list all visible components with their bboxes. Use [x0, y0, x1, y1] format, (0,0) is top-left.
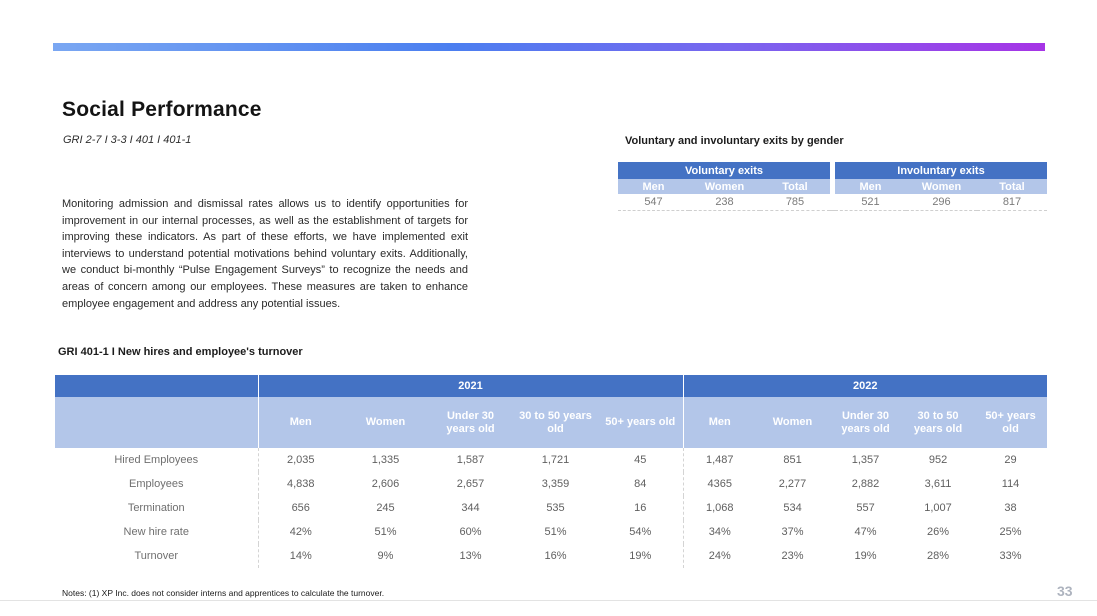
table-cell: 28%	[927, 550, 950, 562]
table-cell: 34%	[683, 520, 756, 544]
table-cell: 1,335	[371, 454, 400, 466]
table-cell: 42%	[258, 520, 343, 544]
table-cell: 26%	[927, 526, 950, 538]
table-cell: 817	[977, 194, 1047, 211]
table-cell: 535	[546, 502, 565, 514]
table-cell: 2,657	[456, 478, 485, 490]
year-2022-header: 2022	[683, 375, 1047, 397]
year-2021-header: 2021	[258, 375, 683, 397]
footer-divider	[0, 600, 1097, 601]
table-cell: 2,035	[258, 448, 343, 472]
column-header: Men	[258, 397, 343, 448]
table-cell: 851	[783, 454, 802, 466]
exits-table-title: Voluntary and involuntary exits by gender	[625, 135, 844, 147]
row-label: Hired Employees	[114, 454, 199, 466]
table-cell: 296	[906, 194, 977, 211]
table-cell: 24%	[683, 544, 756, 568]
table-row	[55, 496, 1047, 520]
row-label: Termination	[127, 502, 185, 514]
table-cell: 785	[760, 194, 830, 211]
table-cell: 19%	[854, 550, 877, 562]
table-cell: 4,838	[258, 472, 343, 496]
table-cell: 521	[835, 194, 906, 211]
voluntary-exits-header: Voluntary exits	[618, 162, 830, 179]
gri-reference-tags: GRI 2-7 I 3-3 I 401 I 401-1	[63, 134, 192, 146]
column-header: Men	[835, 179, 906, 194]
column-header: 50+ years old	[598, 397, 683, 448]
column-header-row	[55, 397, 1047, 448]
table-cell: 25%	[999, 526, 1022, 538]
accent-gradient-bar	[53, 43, 1045, 51]
table-cell: 51%	[544, 526, 567, 538]
involuntary-exits-header: Involuntary exits	[835, 162, 1047, 179]
table-cell: 952	[928, 454, 948, 466]
table-cell: 23%	[781, 550, 804, 562]
table-cell: 19%	[629, 550, 652, 562]
table-cell: 2,882	[851, 478, 880, 490]
table-cell: 114	[1001, 478, 1020, 490]
page-title: Social Performance	[62, 98, 262, 121]
row-label: New hire rate	[123, 526, 189, 538]
column-header: 50+ years old	[974, 397, 1047, 448]
table-cell: 3,611	[924, 478, 952, 490]
table-row	[55, 472, 1047, 496]
table-cell: 656	[258, 496, 343, 520]
column-header: Under 30 years old	[829, 397, 902, 448]
corner-cell	[55, 375, 258, 397]
table-row	[55, 448, 1047, 472]
table-cell: 238	[689, 194, 760, 211]
table-cell: 33%	[999, 550, 1022, 562]
column-header: Men	[618, 179, 689, 194]
column-header: Women	[343, 397, 428, 448]
column-header: Total	[760, 179, 830, 194]
column-header: 30 to 50 years old	[902, 397, 974, 448]
table-cell: 1,007	[924, 502, 952, 514]
table-cell: 534	[783, 502, 802, 514]
column-header: Under 30 years old	[428, 397, 513, 448]
year-header-row	[55, 375, 1047, 397]
exits-values-row	[618, 194, 1047, 211]
table-cell: 4365	[683, 472, 756, 496]
table-cell: 51%	[374, 526, 397, 538]
table-cell: 13%	[459, 550, 482, 562]
footnotes: Notes: (1) XP Inc. does not consider interns and apprentices to calculate the turnover.	[62, 588, 385, 598]
table-cell: 1,068	[683, 496, 756, 520]
column-header: Women	[756, 397, 829, 448]
table-cell: 29	[1004, 454, 1017, 466]
table-cell: 60%	[459, 526, 482, 538]
table-row	[55, 544, 1047, 568]
page-number: 33	[1057, 583, 1073, 599]
column-header: Total	[977, 179, 1047, 194]
table-cell: 2,606	[371, 478, 400, 490]
turnover-table-title: GRI 401-1 I New hires and employee's turnover	[58, 346, 303, 358]
table-cell: 1,587	[456, 454, 485, 466]
table-cell: 245	[376, 502, 395, 514]
intro-paragraph: Monitoring admission and dismissal rates allows us to identify opportunities for improvement in our internal processes, as well as the establishment of targets for improving these indicators. As part of these efforts, we have implemented exit interviews to understand potential motivations behind voluntary exits. Additionally, we conduct bi-monthly “Pulse Engagement Surveys” to recognize the needs and areas of concern among our employees. These measures are taken to enhance employee engagement and address any potential issues.	[62, 198, 468, 310]
table-cell: 54%	[629, 526, 652, 538]
exits-by-gender-table	[618, 162, 1047, 211]
table-cell: 9%	[377, 550, 394, 562]
table-cell: 2,277	[778, 478, 807, 490]
table-cell: 344	[461, 502, 480, 514]
table-cell: 557	[856, 502, 875, 514]
column-header: Men	[683, 397, 756, 448]
column-header: Women	[689, 179, 760, 194]
corner-cell	[55, 397, 258, 448]
table-cell: 547	[618, 194, 689, 211]
table-cell: 37%	[781, 526, 804, 538]
table-cell: 38	[1004, 502, 1017, 514]
table-cell: 16%	[544, 550, 567, 562]
table-cell: 1,721	[541, 454, 570, 466]
column-header: 30 to 50 years old	[513, 397, 598, 448]
exits-group-header-row	[618, 162, 1047, 179]
table-cell: 3,359	[541, 478, 570, 490]
table-row	[55, 520, 1047, 544]
exits-column-header-row	[618, 179, 1047, 194]
table-cell: 84	[634, 478, 647, 490]
table-cell: 1,487	[683, 448, 756, 472]
row-label: Employees	[129, 478, 184, 490]
new-hires-turnover-table	[55, 375, 1047, 568]
table-cell: 47%	[854, 526, 877, 538]
row-label: Turnover	[134, 550, 179, 562]
table-cell: 16	[634, 502, 647, 514]
table-cell: 1,357	[851, 454, 880, 466]
table-cell: 45	[634, 454, 647, 466]
table-cell: 14%	[258, 544, 343, 568]
column-header: Women	[906, 179, 977, 194]
